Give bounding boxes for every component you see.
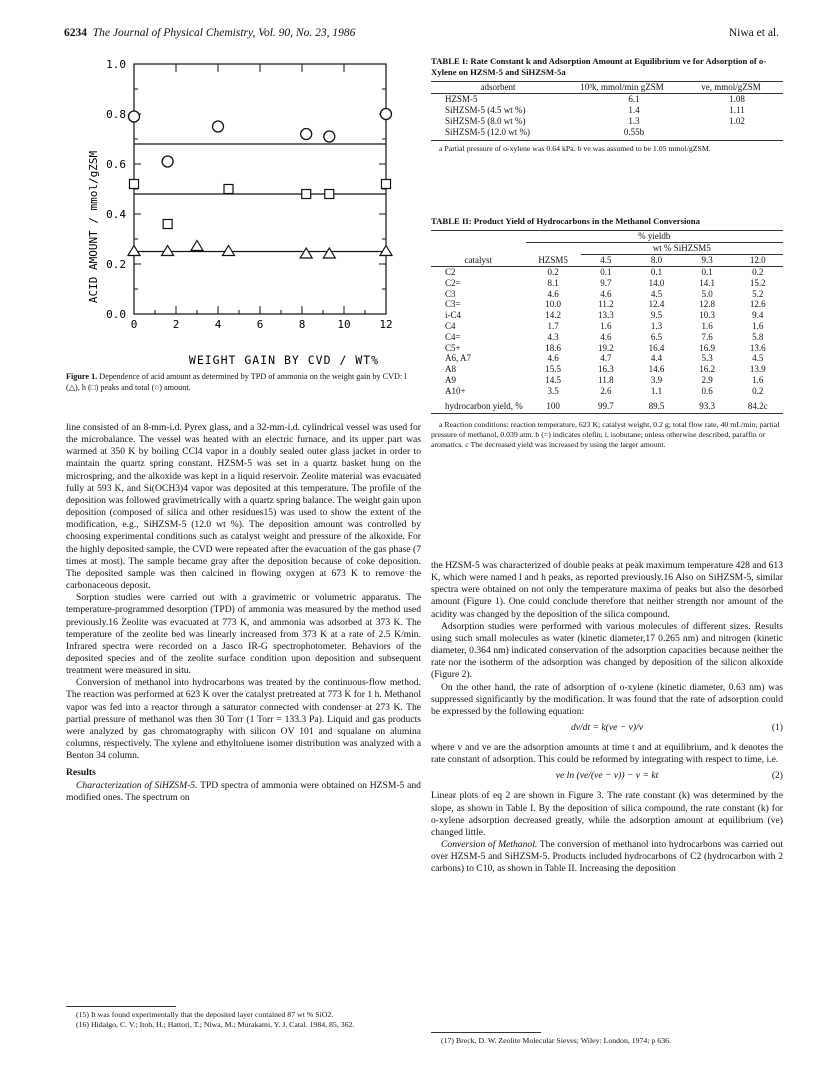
- table-cell: 6.5: [650, 331, 663, 342]
- table-1-body: [431, 94, 783, 138]
- table-row: [431, 364, 783, 375]
- table-cell: C2=: [445, 277, 461, 288]
- table-cell: 1.6: [752, 320, 764, 331]
- table-header: 8.0: [650, 255, 663, 265]
- table-cell: 100: [546, 400, 560, 411]
- table-header: 9.3: [701, 255, 713, 265]
- table-cell: 0.1: [650, 267, 663, 277]
- paragraph: line consisted of an 8-mm-i.d. Pyrex glass, and a 32-mm-i.d. cylindrical vessel was used for the microbalance. The vessel was heated with an electric furnace, and its upper part was warmed at 350 K by boiling CCl4 vapor in a doubly sealed outer glass jacket in order to maintain the quartz spring constant. HZSM-5 was set in a quartz basket hung on the microspring, and the alkoxide was kept in a liquid reservoir. Zeolite material was evacuated fully at 593 K, and Si(OCH3)4 vapor was deposited at this temperature. The profile of the deposition was followed gravimetrically with a quartz spring balance. The weight gain upon deposition (composed of silica and other residues15) was used to show the extent of the modification, e.g., SiHZSM-5 (12.0 wt %). The deposition amount was controlled by choosing experimental conditions such as catalyst weight and pressure of the alkoxide. For the highly deposited sample, the CVD were repeated after the evacuation of the gas phase (7 times at most). The sample became gray after the deposition because of coke deposition. The deposited sample was then calcined in flowing oxygen at 673 K to remove the carbonaceous deposit.: [66, 422, 421, 592]
- paragraph: the HZSM-5 was characterized of double peaks at peak maximum temperature 428 and 613 K, which were named l and h peaks, as reported previously.16 Also on SiHZSM-5, similar spectra were obtained on not only the temperature maxima of peaks but also the desorbed amount (Figure 1). One could conclude therefore that neither strength nor amount of the acidity was changed by the deposition of the silica compound.: [431, 560, 783, 620]
- x-tick-label: 0: [130, 318, 138, 331]
- l-peak-point: [300, 248, 312, 258]
- table-header: 4.5: [600, 255, 612, 265]
- table-cell: 4.6: [547, 288, 559, 299]
- right-footnotes: [431, 1032, 783, 1046]
- x-axis-label: WEIGHT GAIN BY CVD / WT%: [188, 353, 380, 367]
- table-cell: HZSM-5: [445, 94, 478, 104]
- footnote-17: (17) Breck, D. W. Zeolite Molecular Sieves; Wiley: London, 1974; p 636.: [441, 1036, 671, 1045]
- table-cell: 1.6: [701, 320, 713, 331]
- table-cell: 0.1: [701, 267, 713, 277]
- table-header: ve, mmol/gZSM: [701, 82, 761, 92]
- table-cell: C4: [445, 320, 456, 331]
- table-cell: 16.9: [699, 342, 715, 353]
- table-cell: 4.4: [650, 353, 663, 364]
- table-1-title: TABLE I: Rate Constant k and Adsorption Amount at Equilibrium ve for Adsorption of o-Xylene on HZSM-5 and SiHZSM-5a: [431, 56, 767, 77]
- table-cell: 14.5: [545, 374, 561, 385]
- table-row: [431, 386, 783, 397]
- h-peak-point: [302, 190, 311, 199]
- y-tick-label: 0.2: [106, 258, 126, 271]
- table-row: [431, 289, 783, 300]
- figure-1-caption: [66, 372, 421, 393]
- table-row: [431, 267, 783, 278]
- table-cell: 89.5: [648, 400, 665, 411]
- table-cell: 4.7: [600, 353, 612, 364]
- table-cell: A10+: [445, 385, 466, 396]
- table-cell: 9.4: [752, 310, 764, 321]
- total-acid-point: [213, 121, 224, 132]
- table-1-grid: [431, 82, 783, 93]
- table-cell: 6.1: [628, 94, 640, 104]
- table-cell: 1.6: [600, 320, 612, 331]
- subsection-lead: Characterization of SiHZSM-5.: [76, 779, 198, 791]
- table-row: [431, 94, 783, 105]
- table-row: [431, 375, 783, 386]
- table-cell: 12.4: [648, 299, 665, 310]
- table-cell: 16.4: [648, 342, 665, 353]
- table-cell: 15.5: [545, 364, 561, 375]
- table-cell: 0.2: [752, 385, 764, 396]
- table-cell: 1.4: [628, 105, 640, 115]
- table-cell: 2.6: [600, 385, 612, 396]
- table-cell: 1.02: [729, 116, 745, 126]
- x-tick-label: 4: [214, 318, 222, 331]
- table-cell: C3=: [445, 299, 461, 310]
- footnote-rule: [66, 1006, 176, 1007]
- table-2: [431, 216, 783, 450]
- table-cell: 1.1: [650, 385, 663, 396]
- table-cell: 9.5: [650, 310, 663, 321]
- table-row: [431, 278, 783, 289]
- table-cell: 16.3: [598, 364, 614, 375]
- table-cell: 1.6: [752, 374, 764, 385]
- total-acid-point: [129, 111, 140, 122]
- table-cell: 5.3: [701, 353, 713, 364]
- table-header: 10³k, mmol/min gZSM: [580, 82, 664, 92]
- right-column: [431, 560, 783, 875]
- table-row: [431, 127, 783, 138]
- total-acid-point: [324, 131, 335, 142]
- h-peak-point: [382, 180, 391, 189]
- paragraph: On the other hand, the rate of adsorption of o-xylene (kinetic diameter, 0.63 nm) was suppressed significantly by the modification. It was found that the rate of adsorption could be expressed by the following equation:: [431, 681, 783, 717]
- table-2-grid: [431, 231, 783, 414]
- total-acid-point: [381, 109, 392, 120]
- table-cell: 14.0: [648, 277, 665, 288]
- table-cell: 0.6: [701, 385, 713, 396]
- y-tick-label: 0.8: [106, 108, 126, 121]
- table-cell: 0.2: [752, 267, 764, 277]
- l-peak-point: [223, 246, 235, 256]
- table-cell: 14.1: [699, 277, 715, 288]
- footnote-rule: [431, 1032, 541, 1033]
- table-cell: 10.3: [699, 310, 715, 321]
- table-cell: 4.6: [600, 288, 612, 299]
- table-2-footnote: a Reaction conditions: reaction temperature, 623 K; catalyst weight, 0.2 g; total flow rate, 40 mL/min; partial pressure of methanol, 0.039 atm. b (=) indicates olefin; i, isobutane; unless otherwise described, paraffin or aromatics. c The decreased yield was increased by using the larger amount.: [431, 419, 780, 449]
- h-peak-point: [130, 180, 139, 189]
- authors: Niwa et al.: [728, 27, 779, 39]
- table-cell: 1.3: [628, 116, 640, 126]
- table-cell: 12.8: [699, 299, 715, 310]
- subsection-lead: Conversion of Methanol.: [441, 838, 538, 850]
- l-peak-point: [191, 241, 203, 251]
- footnote-16: (16) Hidalgo, C. V.; Itoh, H.; Hattori, T.; Niwa, M.; Murakami, Y. J. Catal. 1984, 85, 362.: [76, 1020, 355, 1029]
- group-header: % yieldb: [526, 231, 783, 243]
- l-peak-point: [128, 246, 140, 256]
- table-cell: 1.7: [547, 320, 559, 331]
- paragraph: Characterization of SiHZSM-5. TPD spectra of ammonia were obtained on HZSM-5 and modified ones. The spectrum on: [66, 779, 421, 803]
- section-heading: Results: [66, 767, 96, 779]
- table-row: [431, 332, 783, 343]
- paragraph: Conversion of methanol into hydrocarbons was treated by the continuous-flow method. The reaction was performed at 623 K over the catalyst pretreated at 773 K for 1 h. Methanol vapor was fed into a reactor through a saturator connected with condenser at 273 K. The partial pressure of methanol was then 30 Torr (1 Torr = 133.3 Pa). Liquid and gas products were analyzed by gas chromatography with silicon OV 101 and squalane on alumina columns, respectively. The xylene and ethyltoluene isomer distribution was analyzed with a Benton 34 column.: [66, 677, 421, 762]
- h-peak-point: [325, 190, 334, 199]
- table-row: [431, 299, 783, 310]
- table-header: catalyst: [464, 254, 493, 265]
- page-number: 6234: [64, 27, 87, 39]
- paragraph: Adsorption studies were performed with various molecules of different sizes. Results using such small molecules as water (kinetic diameter,17 0.265 nm) and nitrogen (kinetic diameter, 0.364 nm) indicated conservation of the adsorption capacities because neither the rate nor the isotherm of the adsorption was changed by deposition of the silicon alkoxide (Figure 2).: [431, 620, 783, 681]
- table-cell: A6, A7: [445, 353, 472, 364]
- paragraph: Conversion of Methanol. The conversion of methanol into hydrocarbons was carried out over HZSM-5 and SiHZSM-5. Products included hydrocarbons of C2 (hydrocarbon with 2 carbons) to C10, as shown in Table II. Increasing the deposition: [431, 838, 783, 875]
- y-tick-label: 1.0: [106, 58, 126, 71]
- table-cell: C2: [445, 267, 456, 277]
- table-cell: 8.1: [547, 277, 559, 288]
- left-column: [66, 422, 421, 804]
- l-peak-point: [323, 248, 335, 258]
- total-acid-point: [301, 129, 312, 140]
- table-cell: 0.1: [600, 267, 612, 277]
- table-cell: 1.08: [729, 94, 745, 104]
- x-tick-label: 6: [256, 318, 264, 331]
- table-cell: 3.5: [547, 385, 559, 396]
- table-header: 12.0: [749, 255, 766, 265]
- table-cell: 0.2: [547, 267, 559, 277]
- table-row: [431, 310, 783, 321]
- table-cell: 18.6: [545, 342, 561, 353]
- caption-text: Dependence of acid amount as determined by TPD of ammonia on the weight gain by CVD: l (△), h (□) peaks and total (○) amount.: [66, 372, 407, 392]
- table-cell: 4.5: [752, 353, 764, 364]
- table-cell: 7.6: [701, 331, 713, 342]
- x-tick-label: 12: [379, 318, 393, 331]
- table-cell: 9.7: [600, 277, 612, 288]
- table-cell: 10.0: [545, 299, 561, 310]
- table-cell: 99.7: [598, 400, 614, 411]
- table-cell: 5.0: [701, 288, 713, 299]
- table-cell: 1.11: [729, 105, 745, 115]
- table-cell: 12.6: [749, 299, 766, 310]
- table-cell: 93.3: [699, 400, 715, 411]
- footnote-15: (15) It was found experimentally that the deposited layer contained 87 wt % SiO2.: [76, 1010, 334, 1019]
- h-peak-point: [224, 185, 233, 194]
- l-peak-point: [162, 246, 174, 256]
- table-cell: SiHZSM-5 (4.5 wt %): [445, 105, 526, 115]
- table-cell: 5.8: [752, 331, 764, 342]
- table-cell: i-C4: [445, 310, 462, 321]
- table-cell: 0.55b: [623, 127, 645, 137]
- table-cell: 15.2: [749, 277, 766, 288]
- table-cell: 13.3: [598, 310, 614, 321]
- l-peak-point: [380, 246, 392, 256]
- equation-2: ve ln (ve/(ve − v)) − v = kt (2): [555, 770, 783, 782]
- journal-title: The Journal of Physical Chemistry, Vol. 90, No. 23, 1986: [92, 27, 356, 39]
- running-header: [64, 27, 779, 43]
- paragraph: Linear plots of eq 2 are shown in Figure 3. The rate constant (k) was determined by the slope, as shown in Table I. By the deposition of silica compound, the rate constant (k) for o-xylene adsorption decreased greatly, while the adsorption amount at equilibrium (ve) changed little.: [431, 790, 783, 838]
- table-cell: A9: [445, 374, 456, 385]
- caption-label: Figure 1.: [66, 372, 98, 381]
- table-cell: 5.2: [752, 288, 764, 299]
- table-cell: 13.6: [749, 342, 766, 353]
- figure-1: [64, 52, 424, 370]
- table-cell: 84.2c: [747, 400, 768, 411]
- x-tick-label: 2: [172, 318, 180, 331]
- table-cell: 1.3: [650, 320, 663, 331]
- table-cell: C3: [445, 288, 456, 299]
- y-tick-label: 0.0: [106, 308, 126, 321]
- paragraph: where v and ve are the adsorption amounts at time t and at equilibrium, and k denotes the rate constant of adsorption. This could be reformed by integrating with respect to time, i.e.: [431, 742, 783, 766]
- table-cell: 16.2: [699, 364, 715, 375]
- table-row: [431, 353, 783, 364]
- table-1: [431, 56, 783, 154]
- table-row: [431, 321, 783, 332]
- table-2-title: TABLE II: Product Yield of Hydrocarbons in the Methanol Conversiona: [431, 216, 700, 226]
- x-tick-label: 8: [298, 318, 306, 331]
- table-cell: C5+: [445, 342, 461, 353]
- table-row: [431, 343, 783, 354]
- table-row: [431, 116, 783, 127]
- table-cell: 4.5: [650, 288, 663, 299]
- table-cell: hydrocarbon yield, %: [445, 400, 523, 411]
- table-cell: A8: [445, 364, 456, 375]
- y-tick-label: 0.4: [106, 208, 126, 221]
- left-footnotes: [66, 1006, 421, 1030]
- table-cell: 4.3: [547, 331, 559, 342]
- table-cell: C4=: [445, 331, 461, 342]
- table-cell: 2.9: [701, 374, 713, 385]
- plot-frame: [134, 64, 386, 314]
- table-cell: 11.8: [598, 374, 614, 385]
- table-1-footnote: a Partial pressure of o-xylene was 0.64 kPa. b ve was assumed to be 1.05 mmol/gZSM.: [439, 144, 711, 153]
- table-cell: 14.2: [545, 310, 561, 321]
- table-cell: 3.9: [650, 374, 663, 385]
- paragraph: Sorption studies were carried out with a gravimetric or volumetric apparatus. The temperature-programmed desorption (TPD) of ammonia was measured by the method used previously.16 Zeolite was evacuated at 773 K, and ammonia was adsorbed at 373 K. The temperature of the zeolite bed was linearly increased from 373 K at a rate of 2.5 K/min. Infrared spectra were recorded on a Jasco IR-G spectrophotometer. Behaviors of the deposited species and of the zeolite surface condition upon deposition and subsequent treatment were measured in situ.: [66, 592, 421, 677]
- table-cell: 13.9: [749, 364, 766, 375]
- table-cell: SiHZSM-5 (12.0 wt %): [445, 127, 530, 137]
- table-cell: [691, 127, 783, 138]
- y-tick-label: 0.6: [106, 158, 126, 171]
- table-cell: 14.6: [648, 364, 665, 375]
- table-header: adsorbent: [480, 82, 516, 92]
- figure-1-chart: [64, 52, 424, 370]
- total-acid-point: [162, 156, 173, 167]
- table-cell: 19.2: [598, 342, 614, 353]
- h-peak-point: [163, 220, 172, 229]
- sub-header: wt % SiHZSM5: [581, 243, 783, 255]
- x-tick-label: 10: [337, 318, 351, 331]
- y-axis-label: ACID AMOUNT / mmol/gZSM: [87, 150, 100, 304]
- table-row: [431, 105, 783, 116]
- table-cell: 4.6: [547, 353, 559, 364]
- table-cell: 11.2: [598, 299, 614, 310]
- table-cell: SiHZSM-5 (8.0 wt %): [445, 116, 526, 126]
- table-cell: 4.6: [600, 331, 612, 342]
- table-header: HZSM5: [538, 254, 568, 265]
- equation-1: dv/dt = k(ve − v)/v (1): [570, 722, 783, 734]
